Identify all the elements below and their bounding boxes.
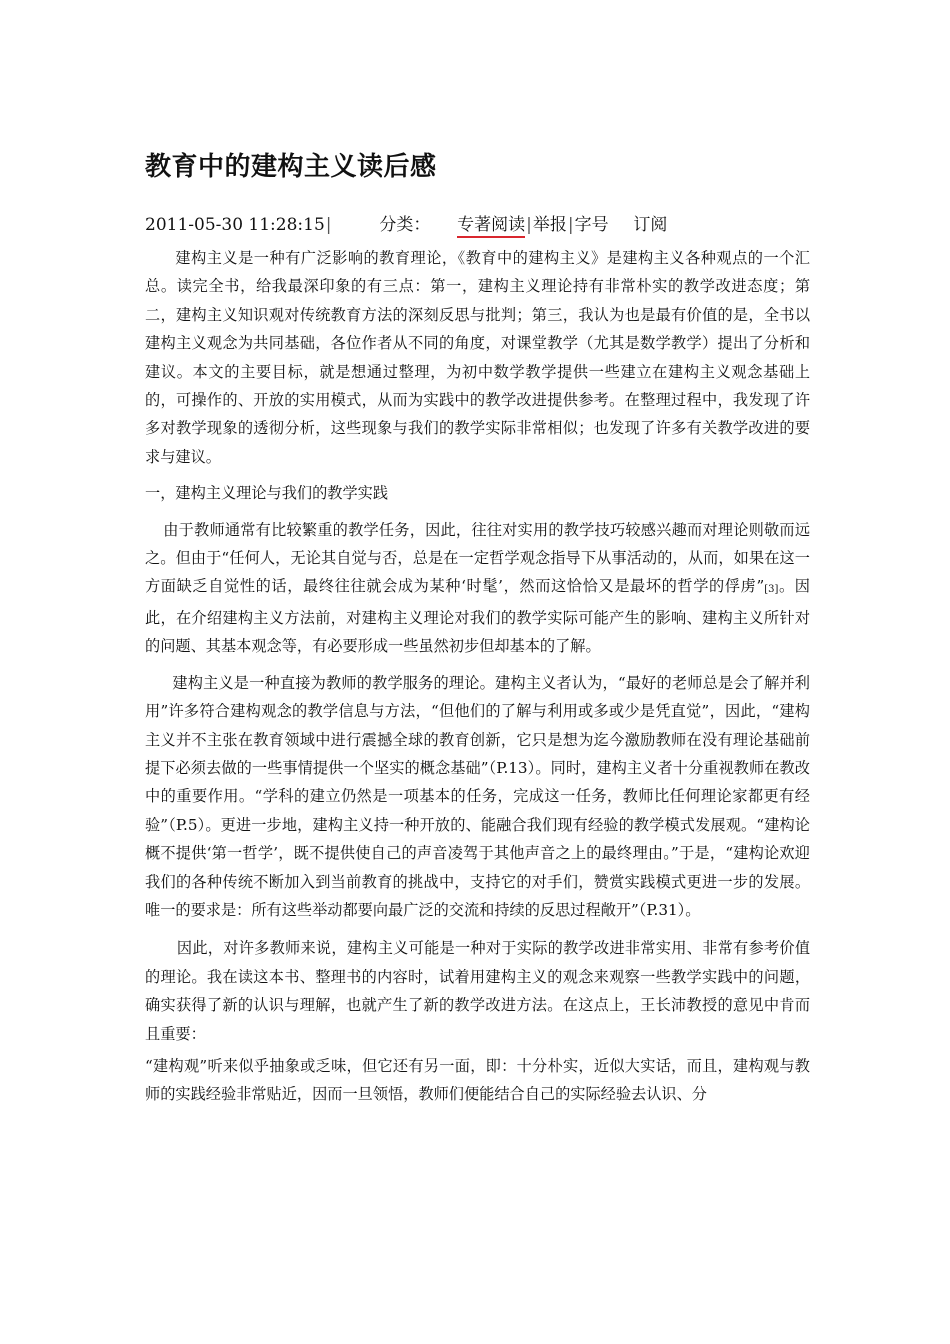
subscribe-link[interactable]: 订阅 (633, 215, 668, 235)
footnote-reference[interactable]: [3] (764, 584, 779, 596)
paragraph-text: 由于教师通常有比较繁重的教学任务，因此，往往对实用的教学技巧较感兴趣而对理论则敬而远之。但由于“任何人，无论其自觉与否，总是在一定哲学观念指导下从事活动的，从而，如果在这一方面缺乏自觉性的话，最终往往就会成为某种‘时髦’，然而这恰恰又是最坏的哲学的俘虏” (145, 520, 810, 596)
paragraph-text: 。因此，在介绍建构主义方法前，对建构主义理论对我们的教学实际可能产生的影响、建构主义所针对的问题、其基本观念等，有必要形成一些虽然初步但却基本的了解。 (145, 577, 810, 656)
post-meta-bar (145, 210, 667, 238)
paragraph-practical-value: 因此，对许多教师来说，建构主义可能是一种对于实际的教学改进非常实用、非常有参考价值的理论。我在读这本书、整理书的内容时，试着用建构主义的观念来观察一些教学实践中的问题，确实获得了新的认识与理解，也就产生了新的教学改进方法。在这点上，王长沛教授的意见中肯而且重要： (145, 939, 810, 1043)
category-label: 分类： (379, 215, 431, 235)
font-size-link[interactable]: 字号 (574, 215, 609, 235)
meta-separator: | (325, 215, 332, 235)
post-datetime: 2011-05-30 11:28:15 (145, 215, 325, 235)
paragraph-quote: “建构观”听来似乎抽象或乏味，但它还有另一面，即：十分朴实，近似大实话，而且，建构观与教师的实践经验非常贴近，因而一旦领悟，教师们便能结合自己的实际经验去认识、分 (145, 1056, 810, 1104)
paragraph-intro: 建构主义是一种有广泛影响的教育理论，《教育中的建构主义》是建构主义各种观点的一个汇总。读完全书，给我最深印象的有三点：第一，建构主义理论持有非常朴实的教学改进态度；第二，建构主义知识观对传统教育方法的深刻反思与批判；第三，我认为也是最有价值的是，全书以建构主义观念为共同基础，各位作者从不同的角度，对课堂教学（尤其是数学教学）提出了分析和建议。本文的主要目标，就是想通过整理，为初中数学教学提供一些建立在建构主义观念基础上的，可操作的、开放的实用模式，从而为实践中的教学改进提供参考。在整理过程中，我发现了许多对教学现象的透彻分析，这些现象与我们的教学实际非常相似；也发现了许多有关教学改进的要求与建议。 (145, 249, 810, 466)
article-body (145, 244, 810, 1109)
paragraph-teaching-practice (145, 516, 810, 661)
meta-separator: | (526, 215, 532, 235)
report-link[interactable]: 举报 (532, 215, 567, 235)
section-heading: 一，建构主义理论与我们的教学实践 (145, 484, 388, 503)
paragraph-constructivism-service: 建构主义是一种直接为教师的教学服务的理论。建构主义者认为，“最好的老师总是会了解并利用”许多符合建构观念的教学信息与方法，“但他们的了解与利用或多或少是凭直觉”，因此，“建构主义并不主张在教育领域中进行震撼全球的教育创新，它只是想为迄今激励教师在没有理论基础前提下必须去做的一些事情提供一个坚实的概念基础”（P.13）。同时，建构主义者十分重视教师在教改中的重要作用。“学科的建立仍然是一项基本的任务，完成这一任务，教师比任何理论家都更有经验”（P.5）。更进一步地，建构主义持一种开放的、能融合我们现有经验的教学模式发展观。“建构论概不提供‘第一哲学’，既不提供使自己的声音凌驾于其他声音之上的最终理由。”于是，“建构论欢迎我们的各种传统不断加入到当前教育的挑战中，支持它的对手们，赞赏实践模式更进一步的发展。唯一的要求是：所有这些举动都要向最广泛的交流和持续的反思过程敞开”（P.31）。 (145, 673, 810, 919)
category-link[interactable]: 专著阅读 (457, 210, 525, 238)
page-title: 教育中的建构主义读后感 (145, 152, 437, 182)
meta-separator: | (567, 215, 574, 235)
